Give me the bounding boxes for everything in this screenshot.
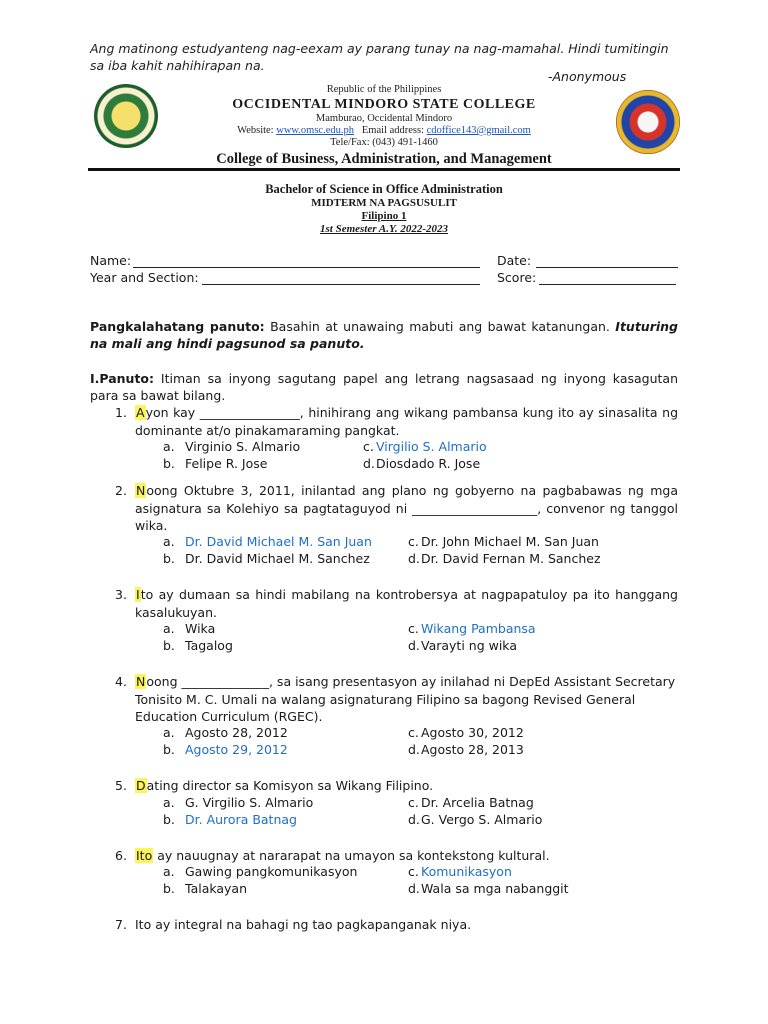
header-college-name: OCCIDENTAL MINDORO STATE COLLEGE bbox=[232, 97, 536, 112]
year-section-label: Year and Section: bbox=[90, 270, 199, 285]
question-3 bbox=[115, 586, 678, 621]
header-telefax: Tele/Fax: (043) 491-1460 bbox=[330, 137, 438, 148]
q5-option-b[interactable]: b. Dr. Aurora Batnag bbox=[163, 812, 297, 827]
website-label: Website: bbox=[237, 125, 274, 136]
year-section-field[interactable] bbox=[202, 284, 480, 285]
question-highlight: Ito bbox=[136, 848, 153, 863]
q6-option-c[interactable]: c. Komunikasyon bbox=[408, 864, 512, 879]
question-4 bbox=[115, 673, 678, 726]
website-link[interactable]: www.omsc.edu.ph bbox=[276, 125, 354, 136]
header-address: Mamburao, Occidental Mindoro bbox=[315, 113, 453, 124]
question-highlight: N bbox=[136, 674, 146, 689]
answer-mark: Agosto 29, 2012 bbox=[185, 742, 288, 757]
general-instructions-label: Pangkalahatang panuto: bbox=[90, 319, 265, 334]
answer-mark: Virgilio S. Almario bbox=[376, 439, 487, 454]
header-contact-line bbox=[0, 125, 768, 136]
date-label: Date: bbox=[497, 253, 532, 268]
question-2 bbox=[115, 482, 678, 535]
question-number: 2. bbox=[115, 483, 127, 498]
score-field[interactable] bbox=[539, 284, 676, 285]
question-number: 1. bbox=[115, 405, 127, 420]
general-instructions-emphasis: Ituturing na mali ang hindi pagsunod sa panuto. bbox=[90, 319, 678, 351]
q2-option-d[interactable]: d.Dr. David Fernan M. Sanchez bbox=[408, 551, 601, 566]
score-label: Score: bbox=[497, 270, 537, 285]
q2-option-b[interactable]: b. Dr. David Michael M. Sanchez bbox=[163, 551, 370, 566]
question-6 bbox=[115, 847, 678, 865]
email-link[interactable]: cdoffice143@gmail.com bbox=[426, 125, 531, 136]
q3-option-d[interactable]: d.Varayti ng wika bbox=[408, 638, 517, 653]
part1-text: Itiman sa inyong sagutang papel ang letrang nagsasaad ng inyong kasagutan para sa bawat bilang. bbox=[90, 371, 678, 403]
answer-mark: Dr. Aurora Batnag bbox=[185, 812, 297, 827]
part1-instructions bbox=[90, 370, 678, 404]
question-text: ay nauugnay at nararapat na umayon sa kontekstong kultural. bbox=[153, 848, 550, 863]
program-subject: Filipino 1 bbox=[361, 210, 407, 222]
q5-option-d[interactable]: d.G. Vergo S. Almario bbox=[408, 812, 543, 827]
header-department: College of Business, Administration, and Management bbox=[216, 151, 552, 167]
q6-option-d[interactable]: d.Wala sa mga nabanggit bbox=[408, 881, 569, 896]
q4-option-c[interactable]: c. Agosto 30, 2012 bbox=[408, 725, 524, 740]
q5-option-a[interactable]: a. G. Virgilio S. Almario bbox=[163, 795, 314, 810]
epigraph-author: -Anonymous bbox=[548, 69, 627, 84]
question-text: ating director sa Komisyon sa Wikang Filipino. bbox=[146, 778, 434, 793]
q1-option-c[interactable]: c. Virgilio S. Almario bbox=[363, 439, 487, 454]
name-label: Name: bbox=[90, 253, 132, 268]
question-text: yon kay ________________, hinihirang ang wikang pambansa kung ito ay sinasalita ng dominante at/o pinakamaraming pangkat. bbox=[135, 405, 678, 438]
q2-option-c[interactable]: c. Dr. John Michael M. San Juan bbox=[408, 534, 599, 549]
question-text: to ay dumaan sa hindi mabilang na kontrobersya at nagpapatuloy pa ito hanggang kasalukuyan. bbox=[135, 587, 678, 620]
program-degree: Bachelor of Science in Office Administration bbox=[265, 182, 503, 196]
header-republic: Republic of the Philippines bbox=[326, 84, 442, 95]
question-highlight: N bbox=[136, 483, 146, 498]
part1-label: I.Panuto: bbox=[90, 371, 155, 386]
general-instructions bbox=[90, 318, 678, 352]
question-7 bbox=[115, 916, 678, 934]
answer-mark: Komunikasyon bbox=[421, 864, 512, 879]
question-number: 7. bbox=[115, 917, 127, 932]
q3-option-a[interactable]: a. Wika bbox=[163, 621, 216, 636]
header-divider bbox=[88, 168, 680, 171]
q5-option-c[interactable]: c. Dr. Arcelia Batnag bbox=[408, 795, 534, 810]
q4-option-d[interactable]: d.Agosto 28, 2013 bbox=[408, 742, 524, 757]
question-highlight: A bbox=[136, 405, 145, 420]
question-text: oong Oktubre 3, 2011, inilantad ang plano ng gobyerno na pagbabawas ng mga asignatura sa Kolehiyo sa pagtataguyod ni ____________________, convenor ng tanggol wika. bbox=[135, 483, 678, 533]
epigraph-quote: Ang matinong estudyanteng nag-eexam ay parang tunay na nag-mamahal. Hindi tumitingin sa iba kahit nahihirapan na. bbox=[90, 41, 669, 73]
answer-mark: Dr. David Michael M. San Juan bbox=[185, 534, 372, 549]
q4-option-b[interactable]: b. Agosto 29, 2012 bbox=[163, 742, 288, 757]
question-number: 6. bbox=[115, 848, 127, 863]
question-number: 3. bbox=[115, 587, 127, 602]
question-text: oong ______________, sa isang presentasyon ay inilahad ni DepEd Assistant Secretary Tonisito M. C. Umali na walang asignaturang Filipino sa bagong Revised General Education Curriculum (RGEC). bbox=[135, 674, 676, 724]
question-text: Ito ay integral na bahagi ng tao pagkapanganak niya. bbox=[135, 917, 472, 932]
q3-option-b[interactable]: b. Tagalog bbox=[163, 638, 233, 653]
q4-option-a[interactable]: a. Agosto 28, 2012 bbox=[163, 725, 288, 740]
program-semester: 1st Semester A.Y. 2022-2023 bbox=[319, 223, 449, 235]
question-5 bbox=[115, 777, 678, 795]
question-1 bbox=[115, 404, 678, 439]
program-exam: MIDTERM NA PAGSUSULIT bbox=[311, 197, 457, 209]
q1-option-b[interactable]: b. Felipe R. Jose bbox=[163, 456, 268, 471]
q1-option-d[interactable]: d.Diosdado R. Jose bbox=[363, 456, 481, 471]
question-number: 4. bbox=[115, 674, 127, 689]
name-field[interactable] bbox=[133, 267, 480, 268]
q6-option-a[interactable]: a. Gawing pangkomunikasyon bbox=[163, 864, 358, 879]
question-number: 5. bbox=[115, 778, 127, 793]
date-field[interactable] bbox=[536, 267, 678, 268]
question-highlight: I bbox=[136, 587, 140, 602]
email-label: Email address: bbox=[361, 125, 424, 136]
general-instructions-text: Basahin at unawaing mabuti ang bawat katanungan. bbox=[264, 319, 616, 334]
question-highlight: D bbox=[136, 778, 146, 793]
answer-mark: Wikang Pambansa bbox=[421, 621, 536, 636]
q1-option-a[interactable]: a. Virginio S. Almario bbox=[163, 439, 301, 454]
q6-option-b[interactable]: b. Talakayan bbox=[163, 881, 248, 896]
q3-option-c[interactable]: c. Wikang Pambansa bbox=[408, 621, 536, 636]
q2-option-a[interactable]: a. Dr. David Michael M. San Juan bbox=[163, 534, 372, 549]
